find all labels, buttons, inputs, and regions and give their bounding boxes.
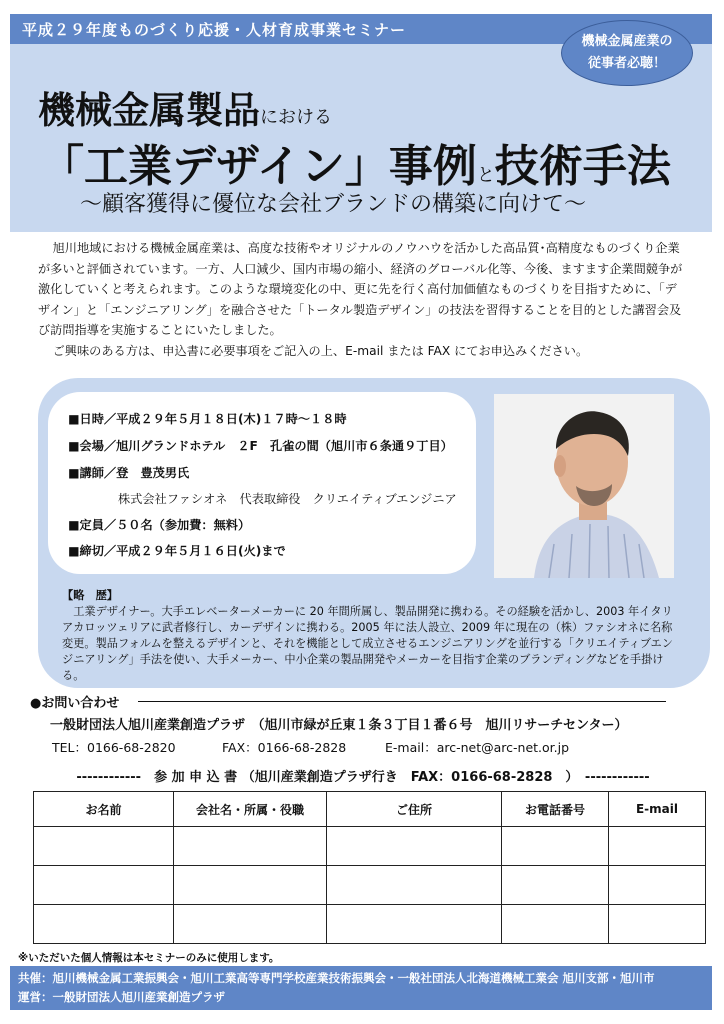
form-cell[interactable]	[609, 905, 706, 944]
form-row	[34, 905, 706, 944]
title-line1	[38, 80, 332, 134]
intro-text	[38, 238, 688, 361]
subtitle: 〜顧客獲得に優位な会社ブランドの構築に向けて〜	[80, 192, 587, 217]
form-cell[interactable]	[609, 827, 706, 866]
contact-heading: ●お問い合わせ	[30, 696, 120, 711]
contact-divider	[138, 701, 666, 702]
contact-tel: TEL：0166-68-2820	[52, 740, 176, 755]
lecturer-bio	[62, 588, 682, 684]
badge-line2: 従事者必聴！	[587, 56, 666, 71]
col-name: お名前	[34, 792, 174, 827]
detail-capacity: ■定員／５０名（参加費：無料）	[68, 518, 251, 532]
intro-paragraph1: 旭川地域における機械金属産業は、高度な技術やオリジナルのノウハウを活かした高品質･高精度なものづくり企業が多いと評価されています。一方、人口減少、国内市場の縮小、経済のグローバル化等、今後、ますます企業間競争が激化していくと考えられます。このような環境変化の中、更に先を行く高付加価値なものづくりを目指すために、「デザイン」と「エンジニアリング」を融合させた「トータル製造デザイン」の技法を習得することを目的とした講習会及び訪問指導を実施することにいたしました。	[38, 241, 683, 337]
audience-badge	[561, 20, 693, 86]
title-main2a: 「工業デザイン」事例	[40, 141, 477, 192]
footer-sponsors: 共催：旭川機械金属工業振興会・旭川工業高等専門学校産業技術振興会・一般社団法人北海道機械工業会 旭川支部・旭川市	[18, 971, 655, 985]
form-cell[interactable]	[502, 905, 609, 944]
footer-operator: 運営：一般財団法人旭川産業創造プラザ	[18, 990, 225, 1004]
form-cell[interactable]	[174, 905, 327, 944]
form-row	[34, 827, 706, 866]
privacy-note: ※いただいた個人情報は本セミナーのみに使用します。	[18, 952, 280, 964]
form-cell[interactable]	[174, 866, 327, 905]
lecturer-photo	[494, 394, 674, 578]
title-main1: 機械金属製品	[38, 89, 260, 132]
form-cell[interactable]	[174, 827, 327, 866]
col-address: ご住所	[327, 792, 502, 827]
form-cell[interactable]	[327, 866, 502, 905]
badge-line1: 機械金属産業の	[581, 34, 673, 49]
title-small2: と	[476, 165, 495, 186]
form-cell[interactable]	[34, 905, 174, 944]
contact-email[interactable]: E-mail：arc-net@arc-net.or.jp	[385, 740, 570, 755]
form-cell[interactable]	[34, 827, 174, 866]
detail-lecturer: ■講師／登 豊茂男氏	[68, 466, 190, 480]
form-cell[interactable]	[327, 827, 502, 866]
col-phone: お電話番号	[502, 792, 609, 827]
col-company: 会社名・所属・役職	[174, 792, 327, 827]
application-form	[33, 791, 706, 944]
bio-text: 工業デザイナー。大手エレベーターメーカーに 20 年間所属し、製品開発に携わる。その経験を活かし、2003 年イタリアカロッツェリアに武者修行し、カーデザインに携わる。2005 年に法人設立、2009 年に現在の（株）ファシオネに名称変更。製品フォルムを整えるデザインと、それを機能として成立させるエンジニアリングを並行する「クリエイティブエンジニアリング」手法を使い、大手メーカー、中小企業の製品開発やメーカーを目指す企業のブランディングなどを手掛ける。	[62, 605, 673, 682]
detail-venue: ■会場／旭川グランドホテル ２F 孔雀の間（旭川市６条通９丁目）	[68, 439, 453, 453]
form-cell[interactable]	[609, 866, 706, 905]
form-cell[interactable]	[502, 866, 609, 905]
detail-lecturer-title: 株式会社ファシオネ 代表取締役 クリエイティブエンジニア	[118, 492, 457, 506]
form-row	[34, 866, 706, 905]
title-small1: における	[260, 107, 332, 128]
contact-org: 一般財団法人旭川産業創造プラザ （旭川市緑が丘東１条３丁目１番６号 旭川リサーチセンター）	[50, 718, 628, 733]
intro-paragraph2: ご興味のある方は、申込書に必要事項をご記入の上、E-mail または FAX にてお申込みください。	[52, 343, 589, 358]
contact-fax: FAX：0166-68-2828	[222, 740, 347, 755]
title-line2	[40, 130, 671, 194]
form-title: ------------ 参 加 申 込 書 （旭川産業創造プラザ行き FAX：0166-68-2828 ） ------------	[76, 770, 650, 785]
detail-deadline: ■締切／平成２９年５月１６日(火)まで	[68, 544, 286, 558]
form-header-row	[34, 792, 706, 827]
seminar-label: 平成２９年度ものづくり応援・人材育成事業セミナー	[22, 21, 407, 39]
bio-heading: 【略 歴】	[62, 589, 118, 602]
form-cell[interactable]	[327, 905, 502, 944]
title-main2b: 技術手法	[494, 141, 671, 192]
form-cell[interactable]	[502, 827, 609, 866]
form-cell[interactable]	[34, 866, 174, 905]
detail-datetime: ■日時／平成２９年５月１８日(木)１７時〜１８時	[68, 412, 347, 426]
col-email: E-mail	[609, 792, 706, 827]
